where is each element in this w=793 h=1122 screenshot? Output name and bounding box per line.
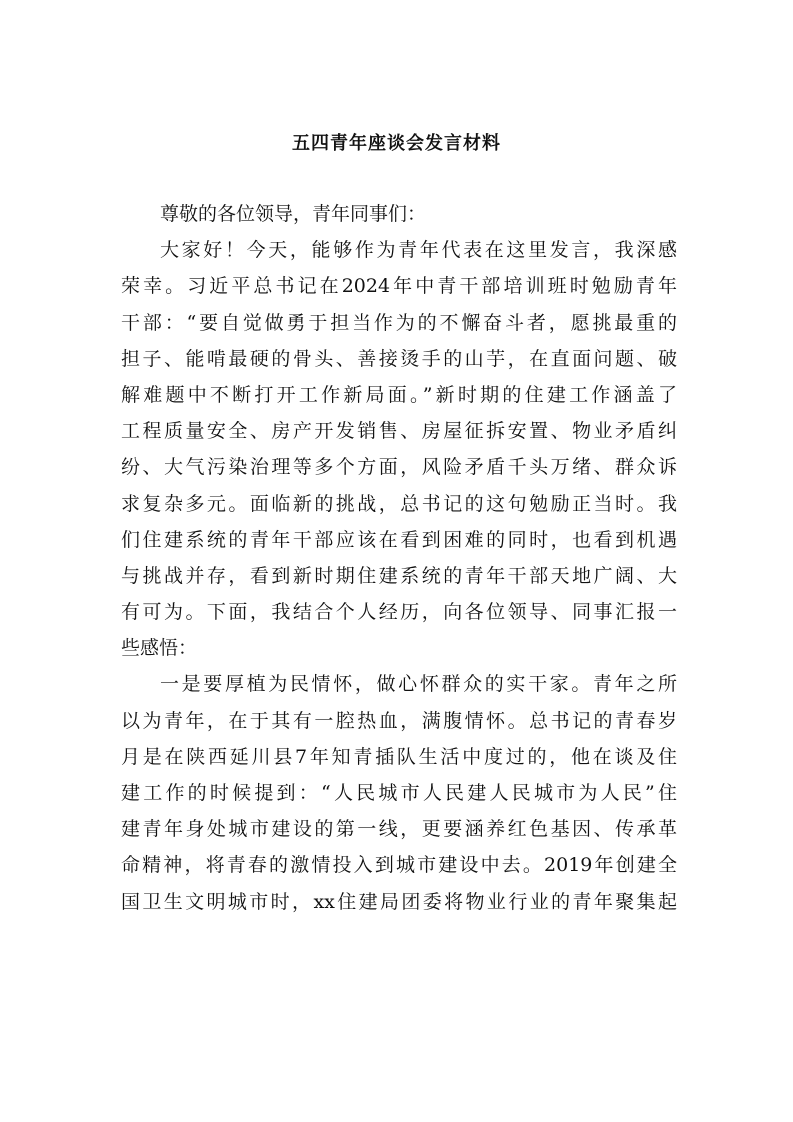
text-line: 有可为。下面，我结合个人经历，向各位领导、同事汇报一 [121,601,677,624]
text-line: 命精神，将青春的激情投入到城市建设中去。2019年创建全 [121,854,677,877]
document-body [121,196,677,920]
text-line: 建工作的时候提到：“人民城市人民建人民城市为人民”住 [121,782,677,804]
text-line: 以为青年，在于其有一腔热血，满腹情怀。总书记的青春岁 [121,709,677,732]
text-line: 国卫生文明城市时，xx住建局团委将物业行业的青年聚集起 [121,890,677,913]
text-line: 尊敬的各位领导，青年同事们： [160,203,427,225]
text-line: 解难题中不断打开工作新局面。”新时期的住建工作涵盖了 [121,383,677,406]
text-line: 工程质量安全、房产开发销售、房屋征拆安置、物业矛盾纠 [121,420,677,443]
text-line: 们住建系统的青年干部应该在看到困难的同时，也看到机遇 [121,528,677,551]
text-line: 大家好！今天，能够作为青年代表在这里发言，我深感 [160,239,677,262]
document-title: 五四青年座谈会发言材料 [292,133,501,154]
text-line: 一是要厚植为民情怀，做心怀群众的实干家。青年之所 [160,673,677,696]
text-line: 纷、大气污染治理等多个方面，风险矛盾千头万绪、群众诉 [121,456,677,479]
text-line: 月是在陕西延川县7年知青插队生活中度过的，他在谈及住 [121,745,677,768]
text-line: 担子、能啃最硬的骨头、善接烫手的山芋，在直面问题、破 [121,347,677,370]
text-line: 建青年身处城市建设的第一线，更要涵养红色基因、传承革 [121,818,677,841]
text-line: 些感悟： [121,637,198,660]
text-line: 荣幸。习近平总书记在2024年中青干部培训班时勉励青年 [121,275,677,298]
text-line: 干部：“要自觉做勇于担当作为的不懈奋斗者，愿挑最重的 [121,311,677,334]
text-line: 与挑战并存，看到新时期住建系统的青年干部天地广阔、大 [121,564,677,587]
text-line: 求复杂多元。面临新的挑战，总书记的这句勉励正当时。我 [121,492,677,515]
